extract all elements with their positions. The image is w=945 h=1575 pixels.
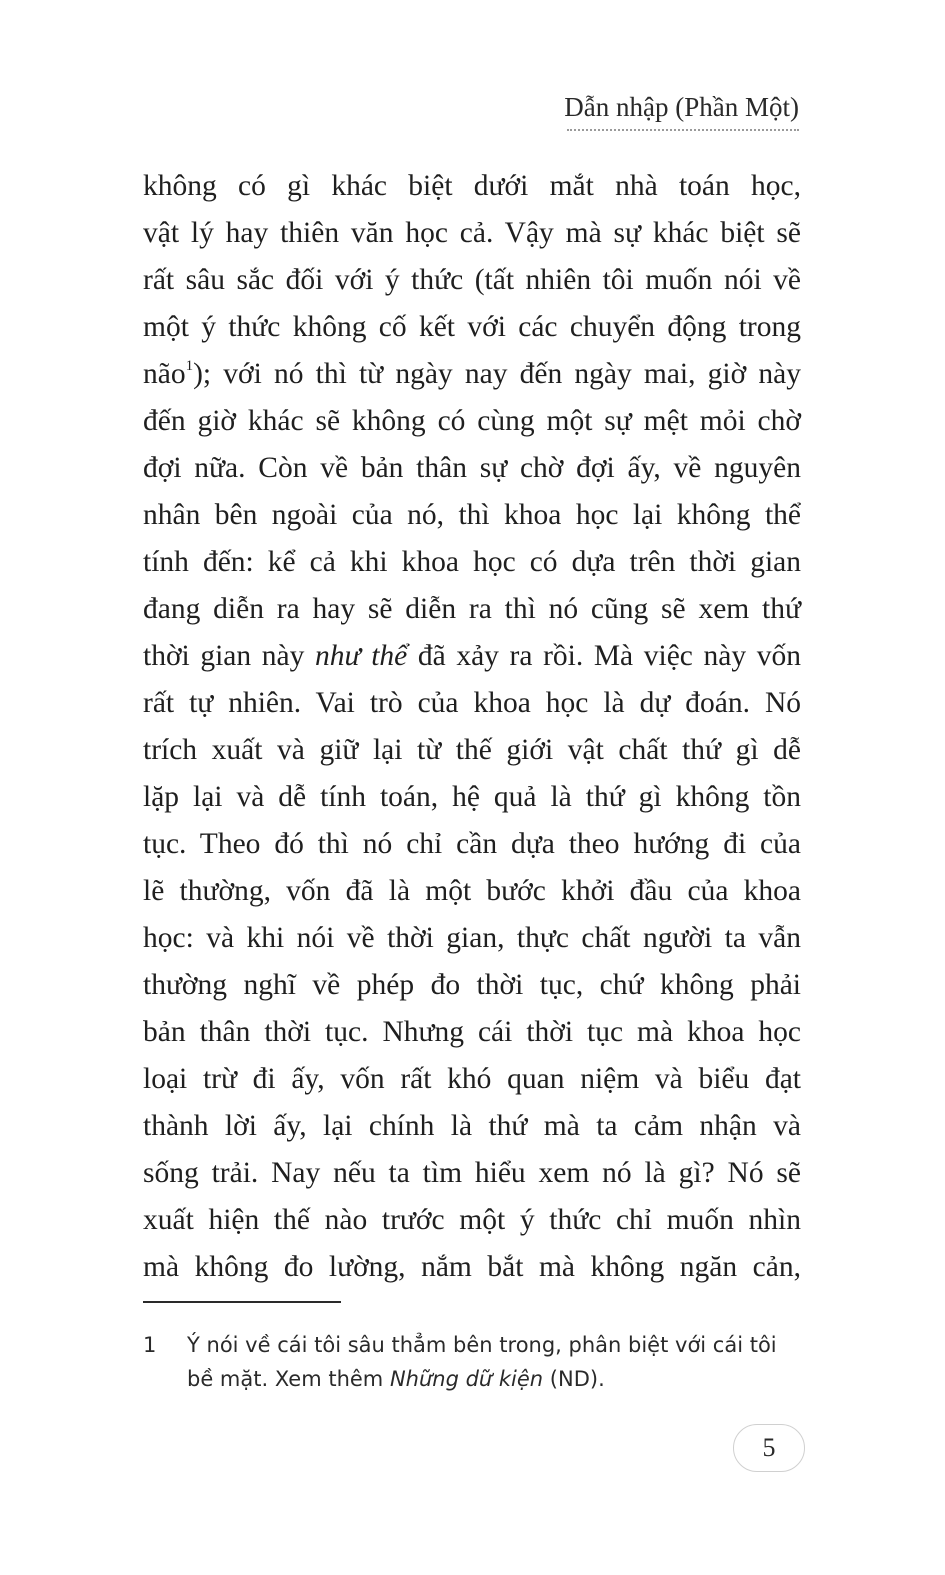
page-number	[733, 1424, 805, 1472]
text-line: rất tự nhiên. Vai trò của khoa học là dự đoán. Nó	[143, 687, 801, 719]
text-line: lặp lại và dễ tính toán, hệ quả là thứ gì không tồn	[143, 781, 801, 813]
text-line: một ý thức không cố kết với các chuyển động trong	[143, 311, 801, 343]
body-text	[143, 163, 801, 1291]
text-line: vật lý hay thiên văn học cả. Vậy mà sự khác biệt sẽ	[143, 217, 801, 249]
text-line: đến giờ khác sẽ không có cùng một sự mệt mỏi chờ	[143, 405, 801, 437]
page-number-label: 5	[762, 1433, 776, 1462]
text-line: mà không đo lường, nắm bắt mà không ngăn cản,	[143, 1251, 801, 1283]
text-line: tính đến: kể cả khi khoa học có dựa trên thời gian	[143, 546, 801, 578]
text-line: rất sâu sắc đối với ý thức (tất nhiên tôi muốn nói về	[143, 264, 801, 296]
header-underline	[567, 126, 799, 131]
text-line: đang diễn ra hay sẽ diễn ra thì nó cũng sẽ xem thứ	[143, 593, 801, 625]
text-line: xuất hiện thế nào trước một ý thức chỉ muốn nhìn	[143, 1204, 801, 1236]
text-line: não$^1$); với nó thì từ ngày nay đến ngày mai, giờ này	[143, 358, 801, 390]
text-line: đợi nữa. Còn về bản thân sự chờ đợi ấy, về nguyên	[143, 452, 801, 484]
text-line: không có gì khác biệt dưới mắt nhà toán học,	[143, 170, 801, 202]
text-line: trích xuất và giữ lại từ thế giới vật chất thứ gì dễ	[143, 734, 801, 766]
text-line: sống trải. Nay nếu ta tìm hiểu xem nó là gì? Nó sẽ	[143, 1157, 801, 1189]
footnote-reference: 1	[185, 358, 194, 375]
footnote-divider	[143, 1301, 341, 1303]
footnote-italic-title: Những dữ kiện	[389, 1367, 544, 1391]
text-line: thường nghĩ về phép đo thời tục, chứ không phải	[143, 969, 801, 1001]
text-line: nhân bên ngoài của nó, thì khoa học lại không thể	[143, 499, 801, 531]
italic-phrase: như thể	[314, 640, 408, 672]
text-line: thành lời ấy, lại chính là thứ mà ta cảm nhận và	[143, 1110, 801, 1142]
text-line: lẽ thường, vốn đã là một bước khởi đầu của khoa	[143, 875, 801, 907]
text-line: tục. Theo đó thì nó chỉ cần dựa theo hướng đi của	[143, 828, 801, 860]
text-line: loại trừ đi ấy, vốn rất khó quan niệm và biểu đạt	[143, 1063, 801, 1095]
running-header: Dẫn nhập (Phần Một)	[564, 92, 799, 122]
text-line: thời gian này như thể đã xảy ra rồi. Mà việc này vốn	[143, 640, 801, 672]
text-line: học: và khi nói về thời gian, thực chất người ta vẫn	[143, 922, 801, 954]
footnote-number: 1	[143, 1333, 157, 1357]
footnote-text: Ý nói về cái tôi sâu thẳm bên trong, phân biệt với cái tôi bề mặt. Xem thêm Những dữ kiện (ND).	[187, 1333, 777, 1391]
text-line: bản thân thời tục. Nhưng cái thời tục mà khoa học	[143, 1016, 801, 1048]
